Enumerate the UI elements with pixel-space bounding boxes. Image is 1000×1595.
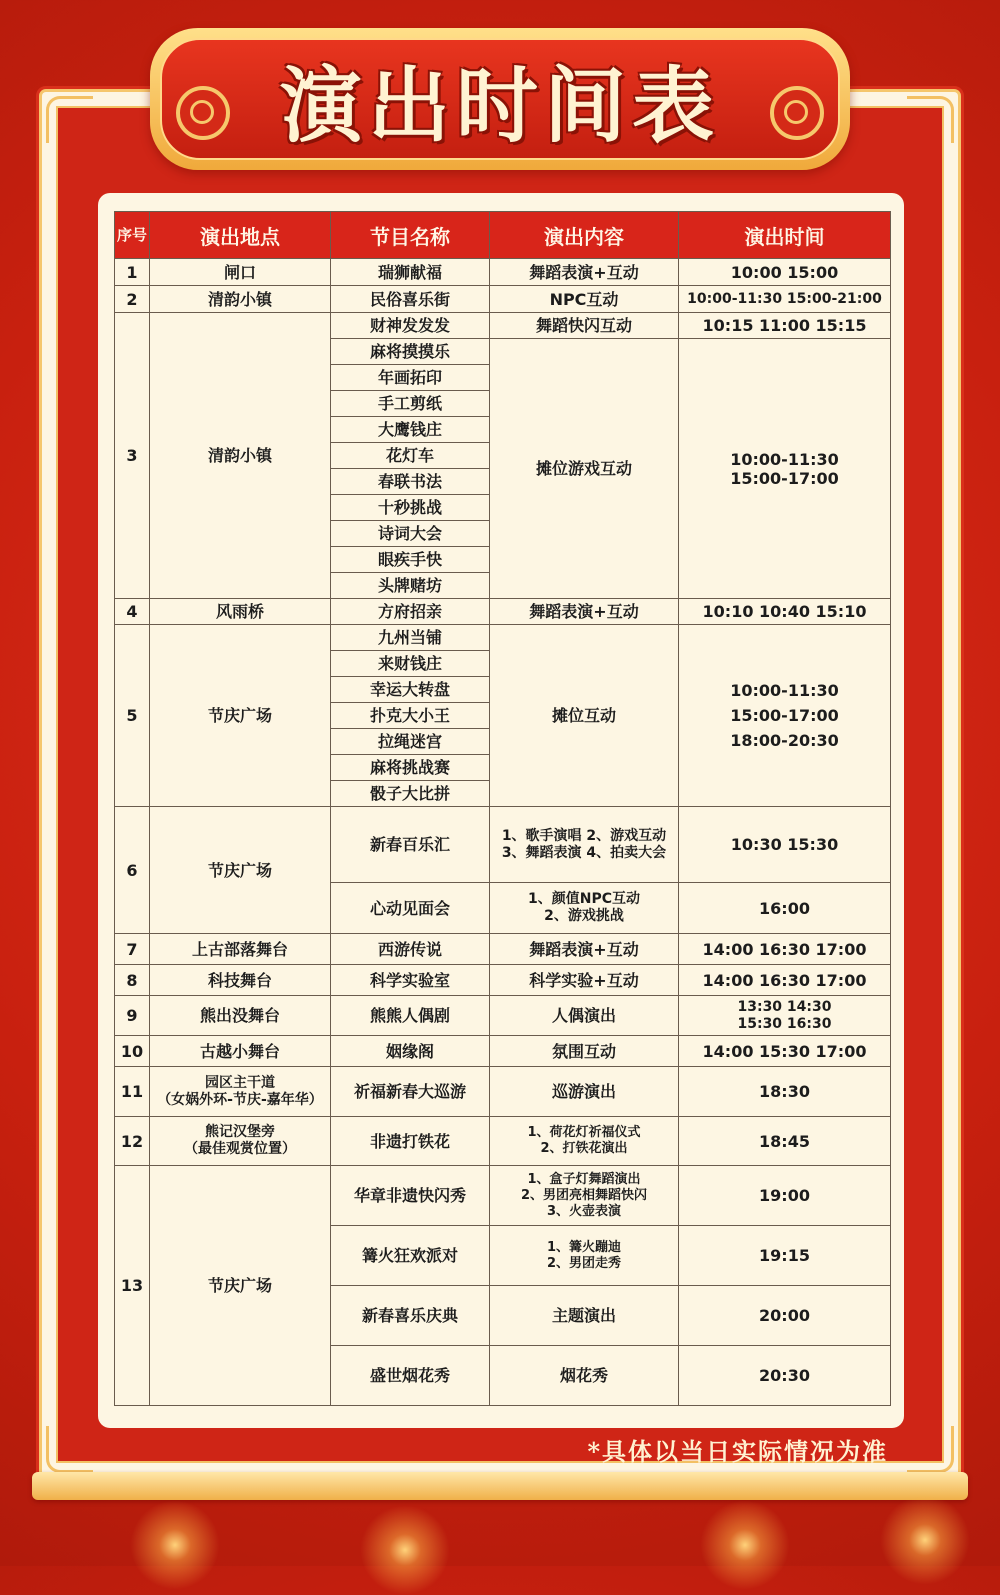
cell-time: 10:10 10:40 15:10 (679, 599, 891, 625)
cell-time: 13:30 14:30 15:30 16:30 (679, 996, 891, 1036)
page-title: 演出时间表 (279, 57, 720, 154)
cell-place: 古越小舞台 (150, 1036, 331, 1067)
cell-content: 氛围互动 (490, 1036, 679, 1067)
table-row (115, 599, 891, 625)
table-row (115, 313, 891, 339)
table-row (115, 1166, 891, 1226)
cell-program: 麻将挑战赛 (331, 755, 490, 781)
cell-num: 4 (115, 599, 150, 625)
cell-content: 主题演出 (490, 1286, 679, 1346)
firework-icon (360, 1505, 450, 1595)
cell-time: 10:15 11:00 15:15 (679, 313, 891, 339)
cell-program: 扑克大小王 (331, 703, 490, 729)
cell-program: 骰子大比拼 (331, 781, 490, 807)
table-row (115, 286, 891, 313)
cell-content: 人偶演出 (490, 996, 679, 1036)
cell-time: 20:00 (679, 1286, 891, 1346)
cell-program: 篝火狂欢派对 (331, 1226, 490, 1286)
cell-place: 科技舞台 (150, 965, 331, 996)
auspicious-cloud-icon (770, 86, 824, 140)
cell-content: 1、盒子灯舞蹈演出 2、男团亮相舞蹈快闪 3、火壶表演 (490, 1166, 679, 1226)
cell-program: 诗词大会 (331, 521, 490, 547)
cell-program: 非遗打铁花 (331, 1117, 490, 1166)
header-program: 节目名称 (331, 212, 490, 259)
cell-time: 19:15 (679, 1226, 891, 1286)
cell-num: 1 (115, 259, 150, 286)
table-row (115, 1117, 891, 1166)
cell-place: 上古部落舞台 (150, 934, 331, 965)
cell-time: 10:30 15:30 (679, 807, 891, 883)
corner-ornament-icon (907, 96, 954, 143)
header-content: 演出内容 (490, 212, 679, 259)
title-banner (150, 28, 850, 170)
cell-num: 11 (115, 1067, 150, 1117)
cell-program: 春联书法 (331, 469, 490, 495)
cell-place: 熊记汉堡旁 （最佳观赏位置） (150, 1117, 331, 1166)
cell-program: 祈福新春大巡游 (331, 1067, 490, 1117)
cell-content: 舞蹈表演+互动 (490, 934, 679, 965)
footnote: *具体以当日实际情况为准 (587, 1437, 888, 1466)
cell-time: 14:00 16:30 17:00 (679, 965, 891, 996)
firework-icon (130, 1500, 220, 1590)
header-num: 序号 (115, 212, 150, 259)
cell-content: 1、荷花灯祈福仪式 2、打铁花演出 (490, 1117, 679, 1166)
cell-num: 2 (115, 286, 150, 313)
cell-content: 1、篝火蹦迪 2、男团走秀 (490, 1226, 679, 1286)
title-banner-inner (160, 38, 840, 160)
cell-time: 10:00-11:30 15:00-17:00 (679, 339, 891, 599)
cell-program: 麻将摸摸乐 (331, 339, 490, 365)
firework-icon (700, 1500, 790, 1590)
cell-program: 花灯车 (331, 443, 490, 469)
cell-place: 节庆广场 (150, 807, 331, 934)
cell-content: NPC互动 (490, 286, 679, 313)
cell-place: 节庆广场 (150, 625, 331, 807)
table-header-row (115, 212, 891, 259)
cell-content: 舞蹈快闪互动 (490, 313, 679, 339)
cell-num: 8 (115, 965, 150, 996)
cell-program: 盛世烟花秀 (331, 1346, 490, 1406)
cell-content: 1、颜值NPC互动 2、游戏挑战 (490, 883, 679, 934)
cell-program: 心动见面会 (331, 883, 490, 934)
cell-time: 10:00-11:30 15:00-17:00 18:00-20:30 (679, 625, 891, 807)
cell-program: 瑞狮献福 (331, 259, 490, 286)
cell-time: 10:00 15:00 (679, 259, 891, 286)
cell-time: 18:45 (679, 1117, 891, 1166)
cell-num: 7 (115, 934, 150, 965)
cell-num: 5 (115, 625, 150, 807)
schedule-table (114, 211, 891, 1406)
firework-icon (880, 1495, 970, 1585)
cell-time: 18:30 (679, 1067, 891, 1117)
auspicious-cloud-icon (176, 86, 230, 140)
cell-program: 姻缘阁 (331, 1036, 490, 1067)
table-row (115, 259, 891, 286)
cell-place: 闸口 (150, 259, 331, 286)
cell-num: 9 (115, 996, 150, 1036)
cell-num: 10 (115, 1036, 150, 1067)
table-row (115, 1036, 891, 1067)
cell-program: 方府招亲 (331, 599, 490, 625)
corner-ornament-icon (907, 1426, 954, 1473)
table-row (115, 625, 891, 651)
cell-time: 14:00 15:30 17:00 (679, 1036, 891, 1067)
cell-program: 新春喜乐庆典 (331, 1286, 490, 1346)
cell-content: 科学实验+互动 (490, 965, 679, 996)
cell-time: 19:00 (679, 1166, 891, 1226)
table-row (115, 807, 891, 883)
table-row (115, 965, 891, 996)
cell-time: 10:00-11:30 15:00-21:00 (679, 286, 891, 313)
cell-program: 华章非遗快闪秀 (331, 1166, 490, 1226)
cell-program: 拉绳迷宫 (331, 729, 490, 755)
cell-content: 舞蹈表演+互动 (490, 599, 679, 625)
cell-program: 熊熊人偶剧 (331, 996, 490, 1036)
cell-num: 3 (115, 313, 150, 599)
cell-program: 财神发发发 (331, 313, 490, 339)
cell-program: 九州当铺 (331, 625, 490, 651)
table-row (115, 996, 891, 1036)
corner-ornament-icon (46, 1426, 93, 1473)
cell-program: 新春百乐汇 (331, 807, 490, 883)
cell-program: 头牌赌坊 (331, 573, 490, 599)
cell-program: 大鹰钱庄 (331, 417, 490, 443)
cell-program: 手工剪纸 (331, 391, 490, 417)
cell-content: 摊位游戏互动 (490, 339, 679, 599)
cell-program: 民俗喜乐街 (331, 286, 490, 313)
cell-content: 舞蹈表演+互动 (490, 259, 679, 286)
cell-time: 14:00 16:30 17:00 (679, 934, 891, 965)
bottom-scroll-ornament (32, 1472, 968, 1500)
cell-program: 来财钱庄 (331, 651, 490, 677)
cell-time: 16:00 (679, 883, 891, 934)
cell-num: 12 (115, 1117, 150, 1166)
cell-content: 烟花秀 (490, 1346, 679, 1406)
cell-num: 13 (115, 1166, 150, 1406)
header-place: 演出地点 (150, 212, 331, 259)
cell-program: 西游传说 (331, 934, 490, 965)
cell-program: 年画拓印 (331, 365, 490, 391)
header-time: 演出时间 (679, 212, 891, 259)
cell-num: 6 (115, 807, 150, 934)
cell-place: 清韵小镇 (150, 313, 331, 599)
cell-place: 风雨桥 (150, 599, 331, 625)
corner-ornament-icon (46, 96, 93, 143)
cell-content: 摊位互动 (490, 625, 679, 807)
table-row (115, 934, 891, 965)
cell-program: 科学实验室 (331, 965, 490, 996)
cell-content: 巡游演出 (490, 1067, 679, 1117)
cell-place: 熊出没舞台 (150, 996, 331, 1036)
cell-place: 园区主干道 （女娲外环-节庆-嘉年华） (150, 1067, 331, 1117)
cell-place: 节庆广场 (150, 1166, 331, 1406)
table-row (115, 1067, 891, 1117)
cell-content: 1、歌手演唱 2、游戏互动 3、舞蹈表演 4、拍卖大会 (490, 807, 679, 883)
cell-program: 十秒挑战 (331, 495, 490, 521)
cell-program: 眼疾手快 (331, 547, 490, 573)
cell-time: 20:30 (679, 1346, 891, 1406)
cell-place: 清韵小镇 (150, 286, 331, 313)
cell-program: 幸运大转盘 (331, 677, 490, 703)
